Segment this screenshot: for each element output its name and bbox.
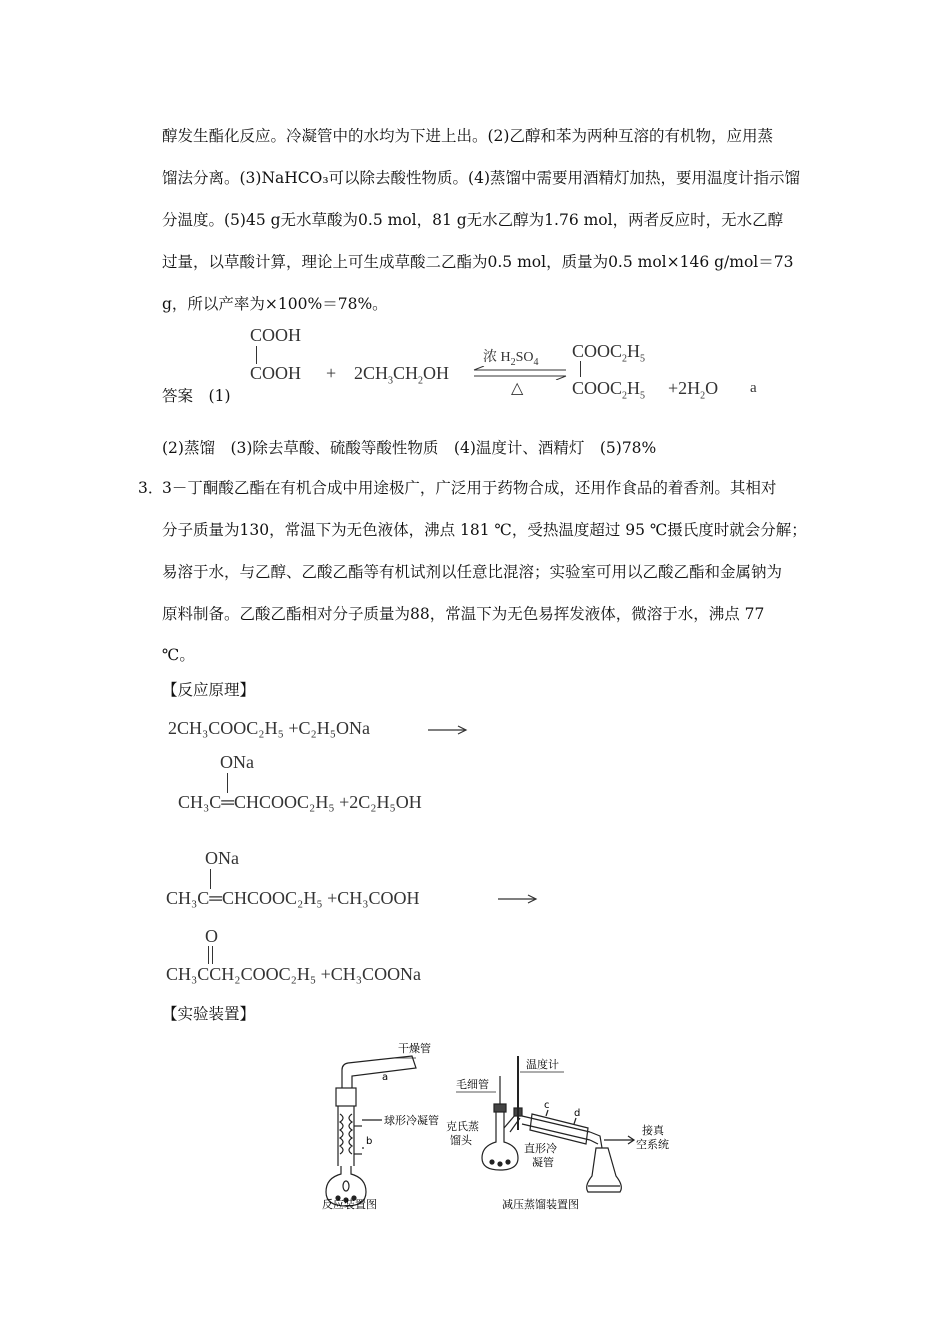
water-formula: $+2H_2O$ [668,378,719,402]
distillation-apparatus [482,1056,634,1192]
q3-line-1: 3－丁酮酸乙酯在有机合成中用途极广，广泛用于药物合成，还用作食品的着香剂。其相对 [162,479,777,497]
heat-symbol: △ [511,380,524,397]
answer-line-2: (2)蒸馏 (3)除去草酸、硫酸等酸性物质 (4)温度计、酒精灯 (5)78% [162,439,657,457]
label-dry-tube: 干燥管 [398,1042,431,1055]
q3-line-5: ℃。 [162,646,195,664]
q3-line-2: 分子质量为130，常温下为无色液体，沸点 181 ℃，受热温度超过 95 ℃摄氏度时就会分解； [162,521,807,539]
reaction-condition-top: 浓 $H_2SO_4$ [483,350,539,368]
arrow-1 [428,724,468,736]
label-a: a [382,1072,389,1083]
label-condenser-bulb: 球形冷凝管 [384,1114,439,1127]
reaction1-ona: ONa [220,752,254,772]
caption-distillation: 减压蒸馏装置图 [502,1198,579,1211]
label-d: d [574,1108,581,1119]
bond-line [256,346,257,364]
label-straight-1: 直形冷 [524,1142,557,1155]
diethyl-oxalate-top: $COOC_2H_5$ [572,341,646,365]
double-bond-a [208,946,209,964]
caption-reaction: 反应装置图 [322,1198,377,1211]
text-line-1: 醇发生酯化反应。冷凝管中的水均为下进上出。(2)乙醇和苯为两种互溶的有机物，应用蒸 [162,127,773,145]
heading-apparatus: 【实验装置】 [162,1005,256,1023]
text-line-5: g，所以产率为×100%＝78%。 [162,295,388,313]
answer-choice: a [750,380,757,396]
label-claisen-2: 馏头 [450,1134,472,1147]
oxalic-acid-bottom: COOH [250,363,302,383]
label-vacuum-1: 接真 [642,1124,664,1137]
label-c: c [544,1100,550,1111]
reaction2-carbonyl-o: O [205,926,218,946]
bond-line-2 [580,361,581,377]
label-vacuum-2: 空系统 [636,1138,669,1151]
reaction1-products: CH₃C═CHCOOC₂H₅ +2C₂H₅OH [178,792,422,812]
label-claisen-1: 克氏蒸 [446,1120,479,1133]
reaction1-reactants: 2CH₃COOC₂H₅ +C₂H₅ONa [168,718,371,738]
label-capillary: 毛细管 [456,1078,489,1091]
bond-line-4 [210,869,211,889]
reaction2-reactants: CH₃C═CHCOOC₂H₅ +CH₃COOH [166,888,420,908]
answer-label: 答案 (1) [162,387,231,405]
reaction2-ona: ONa [205,848,239,868]
text-line-3: 分温度。(5)45 g无水草酸为0.5 mol，81 g无水乙醇为1.76 mol，两者反应时，无水乙醇 [162,211,784,229]
reaction2-products: CH₃CCH₂COOC₂H₅ +CH₃COONa [166,964,422,984]
double-bond-b [212,946,213,964]
heading-principle: 【反应原理】 [162,681,256,699]
reaction-apparatus [326,1056,416,1206]
question-number: 3． [138,479,164,497]
label-b: b [366,1136,373,1147]
q3-line-4: 原料制备。乙酸乙酯相对分子质量为88，常温下为无色易挥发液体，微溶于水，沸点 77 [162,605,765,623]
text-line-2: 馏法分离。(3)NaHCO₃可以除去酸性物质。(4)蒸馏中需要用酒精灯加热，要用温度计指示馏 [162,169,801,187]
bond-line-3 [227,773,228,793]
text-line-4: 过量，以草酸计算，理论上可生成草酸二乙酯为0.5 mol，质量为0.5 mol×146 g/mol＝73 [162,253,794,271]
arrow-2 [498,893,538,905]
apparatus-diagram [320,1036,690,1212]
q3-line-3: 易溶于水，与乙醇、乙酸乙酯等有机试剂以任意比混溶；实验室可用以乙酸乙酯和金属钠为 [162,563,783,581]
label-thermometer: 温度计 [526,1058,559,1071]
label-straight-2: 凝管 [532,1156,554,1169]
oxalic-acid-top: COOH [250,325,302,345]
diethyl-oxalate-bottom: $COOC_2H_5$ [572,378,646,402]
ethanol-formula: $2CH_3CH_2OH$ [354,363,450,387]
plus-sign: + [326,363,337,383]
